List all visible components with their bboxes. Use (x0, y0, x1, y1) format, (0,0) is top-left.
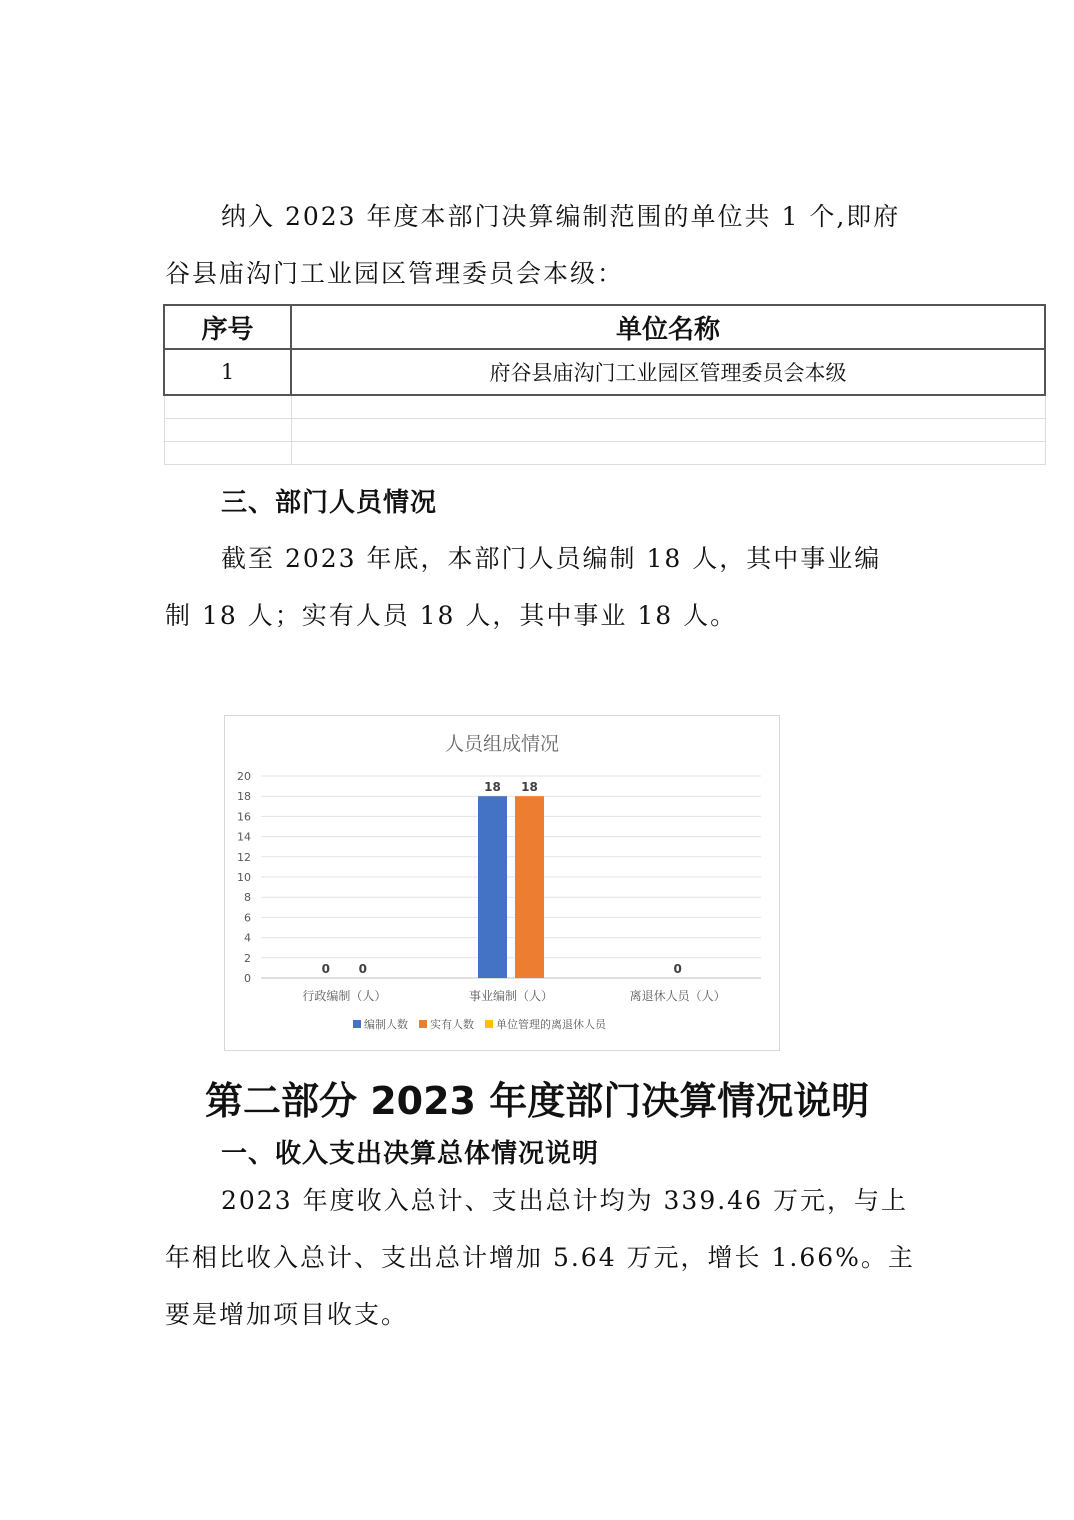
header-index: 序号 (164, 305, 291, 349)
x-tick-label: 事业编制（人） (468, 989, 554, 1003)
legend-label: 单位管理的离退休人员 (496, 1018, 606, 1031)
section3-line-2: 制 18 人；实有人员 18 人，其中事业 18 人。 (165, 601, 738, 630)
x-tick-label: 行政编制（人） (302, 989, 387, 1003)
y-tick-label: 4 (244, 931, 251, 945)
bar (478, 796, 507, 978)
unit-table (163, 304, 1046, 465)
y-tick-label: 18 (237, 790, 251, 804)
chart-y-ticks (237, 770, 251, 985)
section3-line-1: 截至 2023 年底，本部门人员编制 18 人，其中事业编 (221, 544, 882, 573)
chart-x-ticks (302, 988, 725, 1003)
chart-title: 人员组成情况 (444, 733, 560, 755)
y-tick-label: 12 (237, 850, 251, 864)
cell-unit-name: 府谷县庙沟门工业园区管理委员会本级 (291, 349, 1045, 395)
intro-paragraph (165, 188, 925, 302)
legend-swatch (419, 1020, 427, 1028)
y-tick-label: 10 (237, 871, 251, 884)
intro-line-1: 纳入 2023 年度本部门决算编制范围的单位共 1 个,即府 (221, 202, 901, 231)
chart-legend (353, 1017, 607, 1031)
y-tick-label: 14 (237, 830, 251, 844)
y-tick-label: 0 (244, 972, 251, 985)
data-label: 0 (673, 962, 682, 976)
blank-row (164, 419, 1045, 442)
section3-heading: 三、部门人员情况 (221, 488, 438, 518)
chart-svg (225, 716, 779, 1050)
part2-line-1: 2023 年度收入总计、支出总计均为 339.46 万元，与上 (221, 1186, 908, 1215)
y-tick-label: 16 (237, 810, 251, 824)
part2-line-2: 年相比收入总计、支出总计增加 5.64 万元，增长 1.66%。主 (165, 1243, 915, 1272)
blank-row (164, 442, 1045, 465)
staff-composition-chart (224, 715, 780, 1051)
chart-grid (261, 776, 761, 978)
blank-row (164, 395, 1045, 419)
legend-swatch (485, 1020, 493, 1028)
legend-label: 编制人数 (364, 1018, 408, 1031)
part2-heading-1: 一、收入支出决算总体情况说明 (221, 1139, 600, 1169)
x-tick-label: 离退休人员（人） (629, 989, 726, 1003)
unit-table-header (164, 305, 1045, 349)
chart-bars (478, 796, 544, 978)
table-row (164, 349, 1045, 395)
legend-label: 实有人数 (430, 1018, 474, 1031)
part2-paragraph (165, 1172, 925, 1343)
data-label: 18 (521, 780, 538, 795)
y-tick-label: 20 (237, 770, 251, 783)
section3-paragraph (165, 530, 925, 644)
data-label: 0 (321, 962, 331, 976)
data-label: 18 (484, 780, 501, 795)
y-tick-label: 2 (244, 951, 251, 965)
header-unit-name: 单位名称 (291, 305, 1045, 349)
bar (515, 796, 544, 978)
part2-line-3: 要是增加项目收支。 (165, 1300, 409, 1329)
legend-swatch (353, 1020, 361, 1028)
y-tick-label: 8 (244, 891, 251, 905)
y-tick-label: 6 (244, 911, 251, 925)
cell-index: 1 (164, 349, 291, 395)
part2-title: 第二部分 2023 年度部门决算情况说明 (205, 1079, 870, 1123)
intro-line-2: 谷县庙沟门工业园区管理委员会本级： (165, 259, 625, 288)
data-label: 0 (358, 962, 368, 976)
